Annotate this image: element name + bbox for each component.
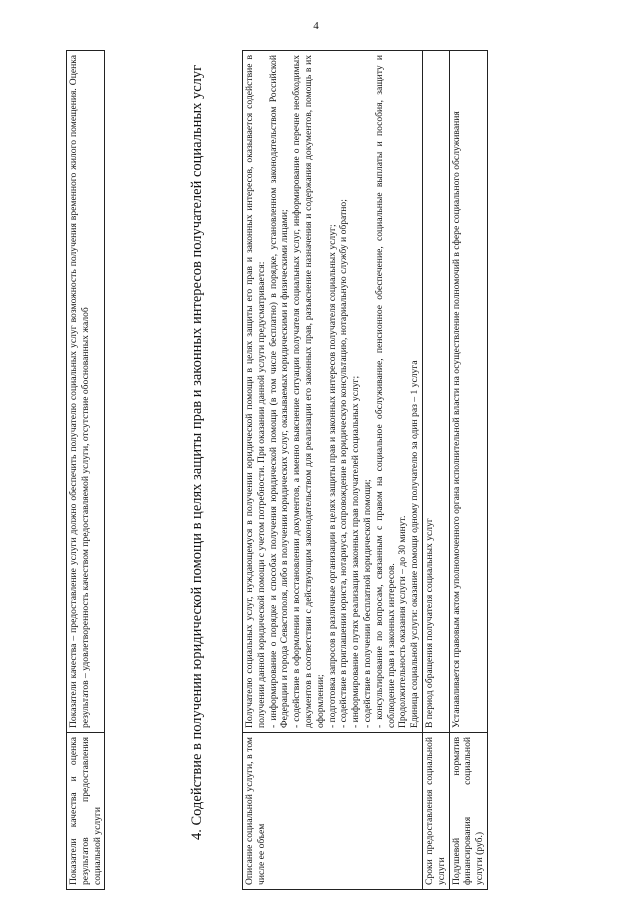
quality-indicators-table <box>66 50 105 890</box>
section-heading <box>188 50 207 890</box>
description-line: - подготовка запросов в различные организации в целях защиты прав и законных интересов получателя социальных услуг; <box>326 224 338 728</box>
table-row <box>449 51 487 890</box>
quality-indicators-label: Показатели качества и оценка результатов предоставления социальной услуги <box>67 733 105 890</box>
description-line: - информирование о порядке и способах получения юридической помощи (в том числе бесплатно) в порядке, установленном законодательством Российской Федерации и города Севастополя, либо в получении юридических услуг, оказываемых юридическими и физическими лицами; <box>267 55 291 728</box>
description-label: Описание социальной услуги, в том числе ее объем <box>243 733 423 890</box>
service-description-table <box>242 50 488 890</box>
table-row <box>422 51 449 890</box>
description-line: Продолжительность оказания услуги – до 30 минут. <box>397 515 409 728</box>
description-line: - информирование о путях реализации законных прав получателей социальных услуг; <box>350 375 362 728</box>
table-row <box>243 51 423 890</box>
description-line: - содействие в оформлении и восстановлении документов, а именно выяснение ситуации получателя социальных услуг, информирование о перечне необходимых документов в соответствии с действующим законодательством для реализации его законных прав, разъяснение назначения и содержания документов, помощь в их оформлении; <box>291 55 326 728</box>
section-heading-text: 4. Содействие в получении юридической помощи в целях защиты прав и законных интересов получателей социальных услуг <box>189 64 205 840</box>
description-line: - содействие в приглашении юриста, нотариуса, сопровождение в юридическую консультацию, нотариальную службу и обратно; <box>338 199 350 728</box>
funding-text: Устанавливается правовым актом уполномоченного органа исполнительной власти на осуществление полномочий в сфере социального обслуживания <box>449 51 487 733</box>
quality-indicators-text: Показатели качества – предоставление услуги должно обеспечить получателю социальных услуг возможность получения временного жилого помещения. Оценка результатов – удовлетворенность качеством предоставляемой услуги, отсутствие обоснованных жалоб <box>67 51 105 733</box>
description-text <box>243 51 423 733</box>
funding-label: Подушевой норматив финансирования социальной услуги (руб.) <box>449 733 487 890</box>
description-line: Получателю социальных услуг, нуждающемуся в получении юридической помощи в целях защиты его прав и законных интересов, оказывается содействие в получении данной юридической помощи с учетом потребности. При оказании данной услуги предусматривается: <box>244 55 267 728</box>
table-row <box>67 51 105 890</box>
terms-label: Сроки предоставления социальной услуги <box>422 733 449 890</box>
page-number: 4 <box>313 20 319 32</box>
rotated-page-content <box>66 50 566 890</box>
terms-text: В период обращения получателя социальных услуг <box>422 51 449 733</box>
description-line: Единица социальной услуги: оказание помощи одному получателю за один раз – 1 услуга <box>409 360 421 728</box>
description-line: - консультирование по вопросам, связанным с правом на социальное обслуживание, пенсионное обеспечение, социальные выплаты и пособия, защиту и соблюдение прав и законных интересов. <box>373 55 397 728</box>
description-line: - содействие в получении бесплатной юридической помощи; <box>361 479 373 728</box>
